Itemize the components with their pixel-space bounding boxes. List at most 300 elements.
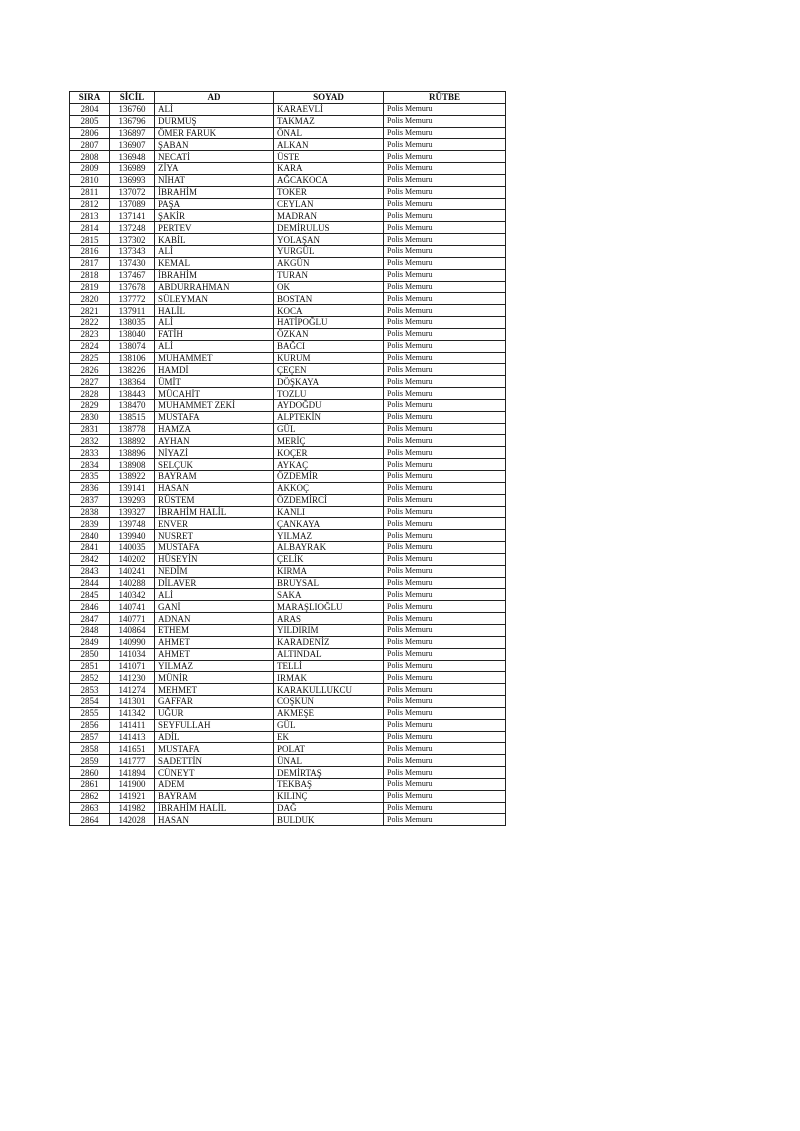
cell-sicil: 141413 xyxy=(110,731,155,743)
cell-sira: 2842 xyxy=(70,553,110,565)
cell-soyad: MADRAN xyxy=(274,210,384,222)
cell-ad: AYHAN xyxy=(155,435,274,447)
table-row xyxy=(70,707,506,719)
cell-sicil: 138035 xyxy=(110,317,155,329)
cell-sicil: 137089 xyxy=(110,198,155,210)
cell-rutbe: Polis Memuru xyxy=(384,684,506,696)
cell-rutbe: Polis Memuru xyxy=(384,399,506,411)
cell-sicil: 138470 xyxy=(110,399,155,411)
cell-sira: 2824 xyxy=(70,340,110,352)
cell-rutbe: Polis Memuru xyxy=(384,719,506,731)
cell-ad: MÜCAHİT xyxy=(155,388,274,400)
cell-soyad: COŞKUN xyxy=(274,696,384,708)
cell-sira: 2816 xyxy=(70,245,110,257)
cell-sicil: 140990 xyxy=(110,636,155,648)
cell-soyad: ÖZKAN xyxy=(274,328,384,340)
cell-sicil: 139748 xyxy=(110,518,155,530)
cell-sicil: 141342 xyxy=(110,707,155,719)
cell-sira: 2856 xyxy=(70,719,110,731)
table-row xyxy=(70,317,506,329)
cell-rutbe: Polis Memuru xyxy=(384,755,506,767)
table-row xyxy=(70,435,506,447)
table-header xyxy=(70,92,506,104)
cell-ad: MUSTAFA xyxy=(155,411,274,423)
cell-ad: HALİL xyxy=(155,305,274,317)
table-row xyxy=(70,186,506,198)
cell-sira: 2808 xyxy=(70,151,110,163)
cell-sira: 2817 xyxy=(70,257,110,269)
cell-sira: 2850 xyxy=(70,648,110,660)
cell-sicil: 139940 xyxy=(110,530,155,542)
cell-ad: İBRAHİM HALİL xyxy=(155,802,274,814)
cell-ad: ALİ xyxy=(155,245,274,257)
cell-sira: 2857 xyxy=(70,731,110,743)
table-row xyxy=(70,802,506,814)
cell-rutbe: Polis Memuru xyxy=(384,506,506,518)
cell-sira: 2858 xyxy=(70,743,110,755)
cell-sira: 2840 xyxy=(70,530,110,542)
cell-sicil: 140202 xyxy=(110,553,155,565)
table-row xyxy=(70,245,506,257)
cell-sicil: 138908 xyxy=(110,459,155,471)
cell-soyad: ÜNAL xyxy=(274,755,384,767)
cell-soyad: KARAEVLİ xyxy=(274,103,384,115)
cell-soyad: AYKAÇ xyxy=(274,459,384,471)
cell-rutbe: Polis Memuru xyxy=(384,103,506,115)
cell-ad: MUSTAFA xyxy=(155,542,274,554)
cell-soyad: AKMEŞE xyxy=(274,707,384,719)
cell-rutbe: Polis Memuru xyxy=(384,672,506,684)
cell-sira: 2820 xyxy=(70,293,110,305)
cell-soyad: AKKOÇ xyxy=(274,482,384,494)
cell-soyad: YOLAŞAN xyxy=(274,234,384,246)
cell-sicil: 138074 xyxy=(110,340,155,352)
cell-soyad: KOÇER xyxy=(274,447,384,459)
cell-ad: AHMET xyxy=(155,648,274,660)
cell-sira: 2815 xyxy=(70,234,110,246)
header-soyad: SOYAD xyxy=(274,92,384,104)
cell-sira: 2848 xyxy=(70,624,110,636)
cell-rutbe: Polis Memuru xyxy=(384,790,506,802)
cell-sicil: 141411 xyxy=(110,719,155,731)
cell-ad: GAFFAR xyxy=(155,696,274,708)
cell-ad: ADİL xyxy=(155,731,274,743)
cell-soyad: TEKBAŞ xyxy=(274,778,384,790)
cell-rutbe: Polis Memuru xyxy=(384,257,506,269)
cell-ad: MEHMET xyxy=(155,684,274,696)
cell-sicil: 138106 xyxy=(110,352,155,364)
cell-ad: PERTEV xyxy=(155,222,274,234)
table-row xyxy=(70,139,506,151)
cell-sicil: 138892 xyxy=(110,435,155,447)
cell-rutbe: Polis Memuru xyxy=(384,743,506,755)
cell-sira: 2846 xyxy=(70,601,110,613)
table-row xyxy=(70,174,506,186)
cell-rutbe: Polis Memuru xyxy=(384,186,506,198)
cell-soyad: ÖNAL xyxy=(274,127,384,139)
cell-sicil: 137467 xyxy=(110,269,155,281)
table-row xyxy=(70,790,506,802)
table-body xyxy=(70,103,506,825)
cell-ad: BAYRAM xyxy=(155,790,274,802)
table-row xyxy=(70,388,506,400)
cell-rutbe: Polis Memuru xyxy=(384,482,506,494)
cell-soyad: BRUYSAL xyxy=(274,577,384,589)
cell-sira: 2826 xyxy=(70,364,110,376)
cell-soyad: YILMAZ xyxy=(274,530,384,542)
cell-soyad: TOZLU xyxy=(274,388,384,400)
cell-soyad: ÇEÇEN xyxy=(274,364,384,376)
header-ad: AD xyxy=(155,92,274,104)
cell-sicil: 141777 xyxy=(110,755,155,767)
cell-sicil: 137302 xyxy=(110,234,155,246)
table-row xyxy=(70,364,506,376)
cell-rutbe: Polis Memuru xyxy=(384,553,506,565)
cell-ad: MUHAMMET xyxy=(155,352,274,364)
cell-ad: DURMUŞ xyxy=(155,115,274,127)
cell-rutbe: Polis Memuru xyxy=(384,767,506,779)
cell-rutbe: Polis Memuru xyxy=(384,352,506,364)
cell-rutbe: Polis Memuru xyxy=(384,163,506,175)
cell-sira: 2861 xyxy=(70,778,110,790)
table-row xyxy=(70,198,506,210)
table-row xyxy=(70,163,506,175)
cell-soyad: KOCA xyxy=(274,305,384,317)
cell-rutbe: Polis Memuru xyxy=(384,115,506,127)
cell-rutbe: Polis Memuru xyxy=(384,471,506,483)
cell-rutbe: Polis Memuru xyxy=(384,814,506,826)
cell-sira: 2825 xyxy=(70,352,110,364)
cell-soyad: AKGÜN xyxy=(274,257,384,269)
cell-rutbe: Polis Memuru xyxy=(384,613,506,625)
cell-sira: 2813 xyxy=(70,210,110,222)
cell-soyad: POLAT xyxy=(274,743,384,755)
cell-soyad: DÖŞKAYA xyxy=(274,376,384,388)
cell-rutbe: Polis Memuru xyxy=(384,802,506,814)
cell-sira: 2814 xyxy=(70,222,110,234)
cell-soyad: GÜL xyxy=(274,719,384,731)
table-row xyxy=(70,210,506,222)
cell-soyad: ARAS xyxy=(274,613,384,625)
cell-ad: ALİ xyxy=(155,340,274,352)
cell-ad: NİYAZİ xyxy=(155,447,274,459)
cell-sira: 2860 xyxy=(70,767,110,779)
cell-sira: 2864 xyxy=(70,814,110,826)
cell-sira: 2851 xyxy=(70,660,110,672)
cell-ad: ALİ xyxy=(155,317,274,329)
cell-sicil: 138040 xyxy=(110,328,155,340)
cell-ad: SADETTİN xyxy=(155,755,274,767)
cell-sira: 2827 xyxy=(70,376,110,388)
cell-sira: 2831 xyxy=(70,423,110,435)
cell-sicil: 138896 xyxy=(110,447,155,459)
cell-sicil: 140342 xyxy=(110,589,155,601)
cell-sira: 2834 xyxy=(70,459,110,471)
cell-rutbe: Polis Memuru xyxy=(384,601,506,613)
cell-soyad: KARAKULLUKCU xyxy=(274,684,384,696)
cell-sira: 2839 xyxy=(70,518,110,530)
cell-soyad: DEMİRULUS xyxy=(274,222,384,234)
cell-sira: 2844 xyxy=(70,577,110,589)
cell-ad: İBRAHİM HALİL xyxy=(155,506,274,518)
cell-rutbe: Polis Memuru xyxy=(384,376,506,388)
cell-ad: UĞUR xyxy=(155,707,274,719)
table-row xyxy=(70,471,506,483)
cell-rutbe: Polis Memuru xyxy=(384,435,506,447)
cell-rutbe: Polis Memuru xyxy=(384,245,506,257)
cell-sira: 2812 xyxy=(70,198,110,210)
cell-rutbe: Polis Memuru xyxy=(384,589,506,601)
cell-sira: 2811 xyxy=(70,186,110,198)
cell-soyad: MARAŞLIOĞLU xyxy=(274,601,384,613)
cell-soyad: ALBAYRAK xyxy=(274,542,384,554)
cell-soyad: DAĞ xyxy=(274,802,384,814)
cell-rutbe: Polis Memuru xyxy=(384,281,506,293)
cell-sira: 2828 xyxy=(70,388,110,400)
cell-sira: 2822 xyxy=(70,317,110,329)
table-row xyxy=(70,767,506,779)
cell-ad: NİHAT xyxy=(155,174,274,186)
table-row xyxy=(70,328,506,340)
cell-rutbe: Polis Memuru xyxy=(384,317,506,329)
table-row xyxy=(70,305,506,317)
cell-ad: KABİL xyxy=(155,234,274,246)
cell-ad: PAŞA xyxy=(155,198,274,210)
cell-sira: 2830 xyxy=(70,411,110,423)
table-row xyxy=(70,115,506,127)
table-row xyxy=(70,601,506,613)
cell-sicil: 140035 xyxy=(110,542,155,554)
cell-ad: HAMDİ xyxy=(155,364,274,376)
cell-sicil: 136989 xyxy=(110,163,155,175)
cell-sira: 2819 xyxy=(70,281,110,293)
cell-soyad: ÇANKAYA xyxy=(274,518,384,530)
cell-sicil: 138364 xyxy=(110,376,155,388)
table-row xyxy=(70,743,506,755)
cell-rutbe: Polis Memuru xyxy=(384,778,506,790)
cell-sicil: 137678 xyxy=(110,281,155,293)
cell-sira: 2807 xyxy=(70,139,110,151)
cell-sira: 2809 xyxy=(70,163,110,175)
cell-ad: GANİ xyxy=(155,601,274,613)
cell-sicil: 136796 xyxy=(110,115,155,127)
cell-sicil: 138922 xyxy=(110,471,155,483)
table-row xyxy=(70,151,506,163)
cell-ad: İBRAHİM xyxy=(155,269,274,281)
cell-soyad: ÇELİK xyxy=(274,553,384,565)
cell-sicil: 141230 xyxy=(110,672,155,684)
cell-sicil: 136907 xyxy=(110,139,155,151)
cell-ad: ZİYA xyxy=(155,163,274,175)
cell-sicil: 142028 xyxy=(110,814,155,826)
header-sira: SIRA xyxy=(70,92,110,104)
table-row xyxy=(70,459,506,471)
cell-sira: 2835 xyxy=(70,471,110,483)
cell-rutbe: Polis Memuru xyxy=(384,648,506,660)
cell-soyad: HATİPOĞLU xyxy=(274,317,384,329)
cell-ad: ADEM xyxy=(155,778,274,790)
cell-soyad: TAKMAZ xyxy=(274,115,384,127)
cell-sira: 2821 xyxy=(70,305,110,317)
cell-sira: 2852 xyxy=(70,672,110,684)
cell-sicil: 140241 xyxy=(110,565,155,577)
cell-rutbe: Polis Memuru xyxy=(384,577,506,589)
header-sicil: SİCİL xyxy=(110,92,155,104)
cell-ad: YILMAZ xyxy=(155,660,274,672)
cell-sicil: 137772 xyxy=(110,293,155,305)
cell-ad: İBRAHİM xyxy=(155,186,274,198)
cell-sicil: 141071 xyxy=(110,660,155,672)
cell-ad: BAYRAM xyxy=(155,471,274,483)
cell-soyad: KARADENİZ xyxy=(274,636,384,648)
table-row xyxy=(70,103,506,115)
cell-sicil: 139327 xyxy=(110,506,155,518)
cell-soyad: CEYLAN xyxy=(274,198,384,210)
cell-soyad: OK xyxy=(274,281,384,293)
cell-sira: 2833 xyxy=(70,447,110,459)
cell-ad: HASAN xyxy=(155,814,274,826)
cell-soyad: TELLİ xyxy=(274,660,384,672)
table-row xyxy=(70,127,506,139)
cell-sira: 2863 xyxy=(70,802,110,814)
cell-soyad: TOKER xyxy=(274,186,384,198)
cell-rutbe: Polis Memuru xyxy=(384,305,506,317)
cell-sira: 2838 xyxy=(70,506,110,518)
cell-ad: DİLAVER xyxy=(155,577,274,589)
cell-sicil: 141900 xyxy=(110,778,155,790)
cell-soyad: EK xyxy=(274,731,384,743)
cell-sicil: 141921 xyxy=(110,790,155,802)
cell-sira: 2818 xyxy=(70,269,110,281)
table-row xyxy=(70,399,506,411)
cell-sira: 2855 xyxy=(70,707,110,719)
cell-rutbe: Polis Memuru xyxy=(384,518,506,530)
cell-soyad: ÖZDEMİRCİ xyxy=(274,494,384,506)
cell-ad: ŞABAN xyxy=(155,139,274,151)
cell-soyad: DEMİRTAŞ xyxy=(274,767,384,779)
cell-rutbe: Polis Memuru xyxy=(384,459,506,471)
table-row xyxy=(70,696,506,708)
cell-rutbe: Polis Memuru xyxy=(384,624,506,636)
cell-ad: HAMZA xyxy=(155,423,274,435)
cell-soyad: TURAN xyxy=(274,269,384,281)
cell-soyad: IRMAK xyxy=(274,672,384,684)
cell-sicil: 140288 xyxy=(110,577,155,589)
cell-sicil: 141301 xyxy=(110,696,155,708)
header-row xyxy=(70,92,506,104)
table-row xyxy=(70,814,506,826)
cell-rutbe: Polis Memuru xyxy=(384,542,506,554)
cell-soyad: KURUM xyxy=(274,352,384,364)
cell-soyad: KIRMA xyxy=(274,565,384,577)
table-row xyxy=(70,613,506,625)
table-row xyxy=(70,530,506,542)
table-row xyxy=(70,755,506,767)
cell-rutbe: Polis Memuru xyxy=(384,447,506,459)
cell-sicil: 137141 xyxy=(110,210,155,222)
table-row xyxy=(70,778,506,790)
cell-ad: HÜSEYİN xyxy=(155,553,274,565)
cell-ad: MÜNİR xyxy=(155,672,274,684)
cell-sicil: 138226 xyxy=(110,364,155,376)
cell-sicil: 137072 xyxy=(110,186,155,198)
cell-sira: 2829 xyxy=(70,399,110,411)
cell-ad: ÖMER FARUK xyxy=(155,127,274,139)
cell-sira: 2806 xyxy=(70,127,110,139)
cell-rutbe: Polis Memuru xyxy=(384,494,506,506)
cell-rutbe: Polis Memuru xyxy=(384,707,506,719)
cell-sira: 2859 xyxy=(70,755,110,767)
cell-soyad: KARA xyxy=(274,163,384,175)
table-row xyxy=(70,352,506,364)
cell-rutbe: Polis Memuru xyxy=(384,696,506,708)
cell-sicil: 137430 xyxy=(110,257,155,269)
table-row xyxy=(70,340,506,352)
cell-ad: RÜSTEM xyxy=(155,494,274,506)
cell-ad: KEMAL xyxy=(155,257,274,269)
cell-sicil: 140741 xyxy=(110,601,155,613)
cell-sicil: 139293 xyxy=(110,494,155,506)
cell-rutbe: Polis Memuru xyxy=(384,636,506,648)
cell-rutbe: Polis Memuru xyxy=(384,222,506,234)
cell-sira: 2843 xyxy=(70,565,110,577)
cell-ad: ALİ xyxy=(155,589,274,601)
cell-rutbe: Polis Memuru xyxy=(384,151,506,163)
cell-rutbe: Polis Memuru xyxy=(384,293,506,305)
table-row xyxy=(70,731,506,743)
cell-rutbe: Polis Memuru xyxy=(384,660,506,672)
cell-sira: 2836 xyxy=(70,482,110,494)
cell-rutbe: Polis Memuru xyxy=(384,364,506,376)
cell-soyad: BULDUK xyxy=(274,814,384,826)
cell-rutbe: Polis Memuru xyxy=(384,388,506,400)
cell-soyad: ÜSTE xyxy=(274,151,384,163)
cell-rutbe: Polis Memuru xyxy=(384,127,506,139)
cell-rutbe: Polis Memuru xyxy=(384,174,506,186)
table-row xyxy=(70,636,506,648)
cell-sira: 2832 xyxy=(70,435,110,447)
cell-sicil: 139141 xyxy=(110,482,155,494)
cell-soyad: AĞCAKOCA xyxy=(274,174,384,186)
table-row xyxy=(70,542,506,554)
cell-ad: SEYFULLAH xyxy=(155,719,274,731)
cell-rutbe: Polis Memuru xyxy=(384,234,506,246)
cell-soyad: MERİÇ xyxy=(274,435,384,447)
cell-ad: SELÇUK xyxy=(155,459,274,471)
cell-rutbe: Polis Memuru xyxy=(384,411,506,423)
cell-sicil: 138515 xyxy=(110,411,155,423)
cell-ad: NUSRET xyxy=(155,530,274,542)
cell-soyad: ALPTEKİN xyxy=(274,411,384,423)
personnel-table xyxy=(69,91,506,826)
cell-sira: 2847 xyxy=(70,613,110,625)
cell-sira: 2804 xyxy=(70,103,110,115)
cell-ad: ÜMİT xyxy=(155,376,274,388)
cell-soyad: KANLI xyxy=(274,506,384,518)
table-row xyxy=(70,411,506,423)
cell-sicil: 136948 xyxy=(110,151,155,163)
cell-ad: MUHAMMET ZEKİ xyxy=(155,399,274,411)
cell-rutbe: Polis Memuru xyxy=(384,340,506,352)
cell-ad: FATİH xyxy=(155,328,274,340)
cell-ad: ADNAN xyxy=(155,613,274,625)
cell-sira: 2841 xyxy=(70,542,110,554)
cell-soyad: GÜL xyxy=(274,423,384,435)
cell-sira: 2837 xyxy=(70,494,110,506)
cell-sira: 2810 xyxy=(70,174,110,186)
cell-sicil: 137343 xyxy=(110,245,155,257)
table-row xyxy=(70,269,506,281)
